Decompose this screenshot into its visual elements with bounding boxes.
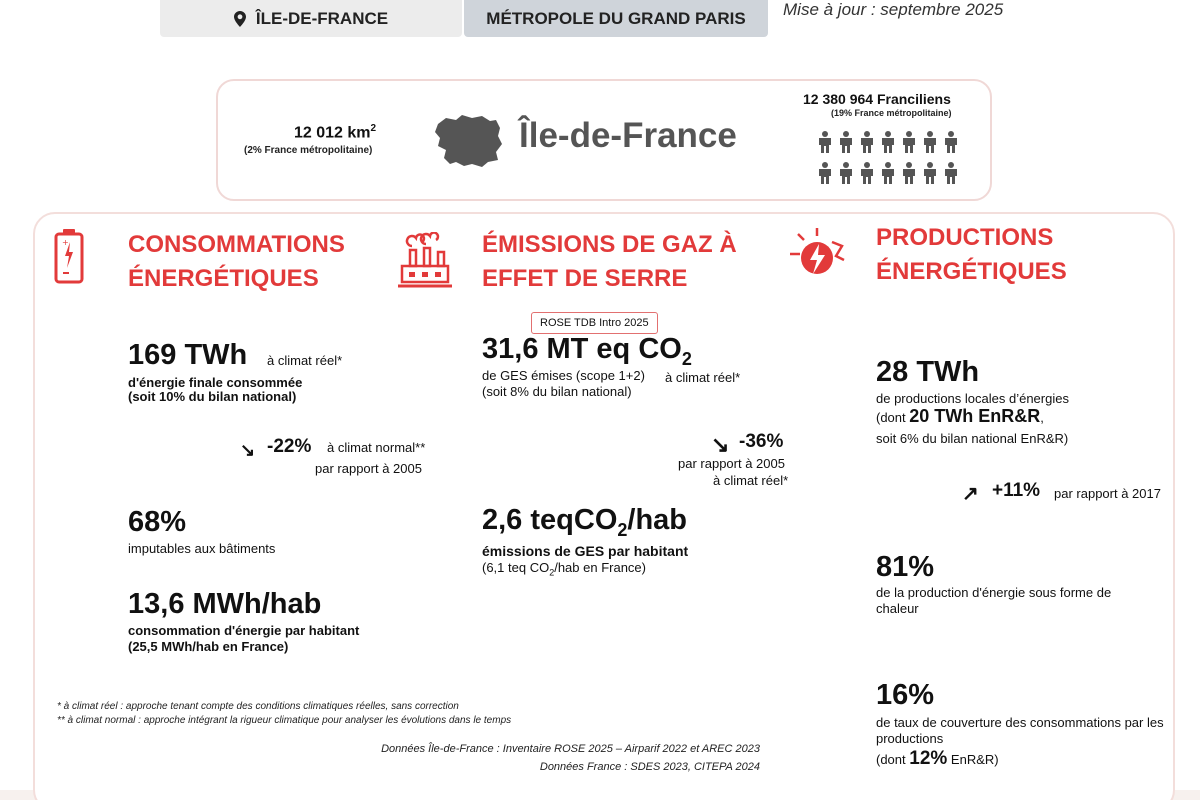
prod-coverage-enr-prefix: (dont — [876, 752, 906, 767]
person-icon — [922, 131, 938, 153]
prod-total-value: 28 TWh — [876, 356, 980, 388]
ges-france-note-sub: 2 — [549, 567, 555, 578]
source-france: Données France : SDES 2023, CITEPA 2024 — [539, 761, 760, 773]
ges-total-desc: de GES émises (scope 1+2) — [482, 368, 645, 383]
ges-total-value-subscript: 2 — [681, 348, 692, 369]
tab-metropole-grand-paris-label: MÉTROPOLE DU GRAND PARIS — [486, 8, 746, 28]
ges-per-capita-france — [482, 560, 646, 581]
trend-down-icon: ↘ — [240, 440, 256, 460]
tab-ile-de-france[interactable] — [160, 0, 462, 37]
ges-trend-value: -36% — [739, 431, 784, 452]
ges-per-capita-text: 2,6 teqCO — [482, 504, 618, 536]
ges-trend-qualifier: à climat réel* — [713, 473, 789, 488]
region-name: Île-de-France — [519, 116, 737, 155]
footnote-climat-reel: * à climat réel : approche tenant compte des conditions climatiques réelles, sans correction — [57, 701, 459, 712]
prod-enr-prefix: (dont — [876, 410, 906, 425]
tab-metropole-grand-paris[interactable] — [464, 0, 768, 37]
tab-ile-de-france-label: ÎLE-DE-FRANCE — [255, 8, 389, 28]
person-icon — [901, 131, 917, 153]
area-value — [294, 123, 376, 142]
conso-total-qualifier: à climat réel* — [267, 353, 343, 368]
ges-per-capita-value — [482, 504, 687, 541]
prod-coverage-enr — [876, 748, 999, 769]
person-icon — [817, 162, 833, 184]
ges-total-value-text: 31,6 MT eq CO — [482, 333, 682, 365]
prod-coverage-enr-value: 12% — [909, 748, 948, 769]
source-tag[interactable]: ROSE TDB Intro 2025 — [531, 312, 658, 334]
conso-total-share: (soit 10% du bilan national) — [128, 389, 297, 404]
conso-total-value: 169 TWh — [128, 339, 248, 371]
ges-france-note-b: /hab en France) — [554, 560, 646, 575]
ges-france-note-a: (6,1 teq CO — [482, 560, 550, 575]
person-icon — [880, 162, 896, 184]
ges-total-qualifier: à climat réel* — [665, 370, 741, 385]
conso-buildings-desc: imputables aux bâtiments — [128, 541, 276, 556]
ges-trend-reference: par rapport à 2005 — [678, 456, 785, 471]
conso-trend-value: -22% — [267, 436, 312, 457]
person-icon — [817, 131, 833, 153]
person-icon — [859, 131, 875, 153]
conso-per-capita-value: 13,6 MWh/hab — [128, 588, 322, 620]
area-unit-exponent: 2 — [370, 123, 377, 134]
prod-heat-desc: de la production d'énergie sous forme de chaleur — [876, 585, 1112, 616]
section-title-consommations: CONSOMMATIONS ÉNERGÉTIQUES — [128, 231, 345, 292]
prod-enr-comma: , — [1040, 410, 1044, 425]
prod-total-enr — [876, 408, 1044, 426]
person-icon — [838, 131, 854, 153]
prod-coverage-desc: de taux de couverture des consommations par les productions — [876, 715, 1164, 746]
trend-down-icon: ↘ — [711, 432, 730, 457]
conso-buildings-value: 68% — [128, 506, 187, 538]
conso-per-capita-desc: consommation d'énergie par habitant — [128, 623, 360, 638]
svg-text:+: + — [62, 238, 69, 247]
person-icon — [943, 131, 959, 153]
prod-trend-value: +11% — [992, 480, 1041, 501]
map-pin-icon — [234, 11, 246, 27]
conso-per-capita-france: (25,5 MWh/hab en France) — [128, 639, 289, 654]
section-title-productions: PRODUCTIONS ÉNERGÉTIQUES — [876, 224, 1067, 285]
prod-total-desc: de productions locales d’énergies — [876, 391, 1069, 406]
ges-per-capita-desc: émissions de GES par habitant — [482, 543, 689, 559]
prod-enr-value: 20 TWh EnR&R — [909, 406, 1041, 426]
area-note: (2% France métropolitaine) — [244, 145, 373, 156]
section-title-emissions: ÉMISSIONS DE GAZ À EFFET DE SERRE — [482, 231, 737, 292]
ges-per-capita-suffix: /hab — [627, 504, 688, 536]
battery-icon — [54, 228, 84, 284]
power-production-icon — [788, 226, 846, 282]
person-icon — [880, 131, 896, 153]
trend-up-icon: ↗ — [962, 483, 979, 505]
ile-de-france-map-icon — [432, 112, 504, 168]
conso-trend-reference: par rapport à 2005 — [315, 461, 422, 476]
ges-per-capita-subscript: 2 — [617, 519, 628, 540]
source-ile-de-france: Données Île-de-France : Inventaire ROSE 2025 – Airparif 2022 et AREC 2023 — [381, 743, 760, 755]
ges-total-value — [482, 333, 692, 370]
person-icon — [922, 162, 938, 184]
prod-total-share: soit 6% du bilan national EnR&R) — [876, 431, 1069, 446]
prod-coverage-enr-suffix: EnR&R) — [950, 752, 999, 767]
factory-icon — [396, 232, 454, 288]
conso-total-desc: d'énergie finale consommée — [128, 375, 303, 390]
update-date: Mise à jour : septembre 2025 — [783, 0, 1004, 19]
person-icon — [943, 162, 959, 184]
person-icon — [838, 162, 854, 184]
population-note: (19% France métropolitaine) — [831, 108, 952, 118]
prod-trend-reference: par rapport à 2017 — [1054, 486, 1161, 501]
conso-trend-qualifier: à climat normal** — [327, 440, 426, 455]
population-value: 12 380 964 Franciliens — [803, 91, 951, 107]
prod-heat-value: 81% — [876, 551, 935, 583]
area-value-text: 12 012 km — [294, 124, 371, 142]
prod-coverage-value: 16% — [876, 679, 935, 711]
ges-total-share: (soit 8% du bilan national) — [482, 384, 632, 399]
footnote-climat-normal: ** à climat normal : approche intégrant la rigueur climatique pour analyser les évolutions dans le temps — [57, 715, 512, 726]
person-icon — [901, 162, 917, 184]
person-icon — [859, 162, 875, 184]
population-pictogram — [817, 131, 967, 184]
